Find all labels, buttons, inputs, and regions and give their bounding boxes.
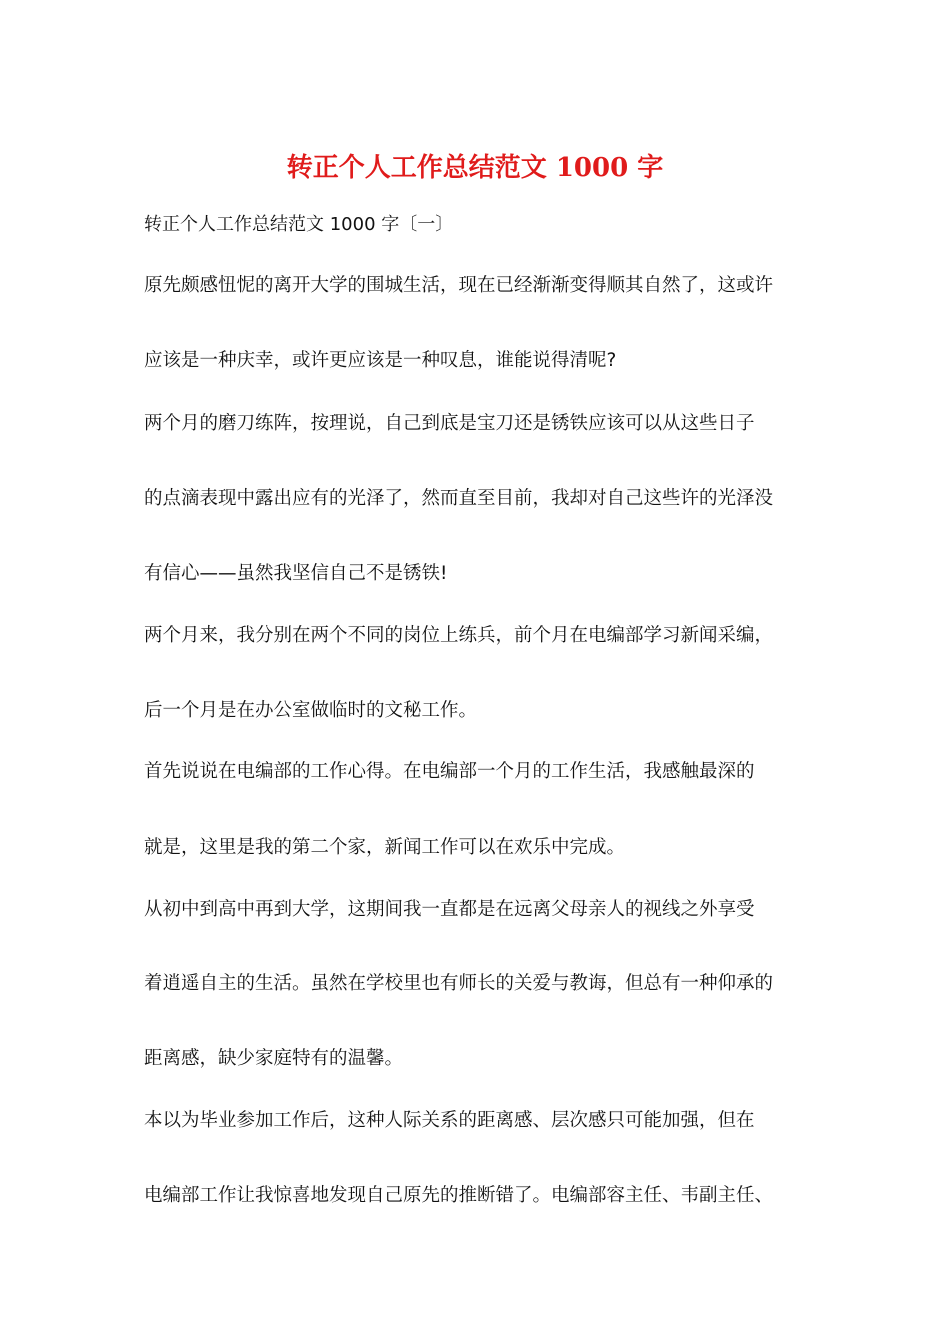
body-line: 两个月来，我分别在两个不同的岗位上练兵，前个月在电编部学习新闻采编，: [144, 625, 774, 646]
section-heading: 转正个人工作总结范文 1000 字〔一〕: [144, 214, 454, 235]
body-line: 两个月的磨刀练阵，按理说，自己到底是宝刀还是锈铁应该可以从这些日子: [144, 413, 755, 434]
body-line: 后一个月是在办公室做临时的文秘工作。: [144, 700, 478, 721]
document-title: 转正个人工作总结范文 1000 字: [286, 153, 664, 183]
body-line: 距离感，缺少家庭特有的温馨。: [144, 1048, 404, 1069]
body-line: 电编部工作让我惊喜地发现自己原先的推断错了。电编部容主任、韦副主任、: [144, 1185, 774, 1206]
body-line: 本以为毕业参加工作后，这种人际关系的距离感、层次感只可能加强，但在: [144, 1110, 755, 1131]
body-line: 的点滴表现中露出应有的光泽了，然而直至目前，我却对自己这些许的光泽没: [144, 488, 774, 509]
body-line: 原先颇感忸怩的离开大学的围城生活，现在已经渐渐变得顺其自然了，这或许: [144, 275, 774, 296]
body-line: 首先说说在电编部的工作心得。在电编部一个月的工作生活，我感触最深的: [144, 761, 755, 782]
body-line: 着逍遥自主的生活。虽然在学校里也有师长的关爱与教诲，但总有一种仰承的: [144, 973, 774, 994]
body-line: 有信心——虽然我坚信自己不是锈铁!: [144, 563, 448, 584]
body-line: 就是，这里是我的第二个家，新闻工作可以在欢乐中完成。: [144, 837, 626, 858]
body-line: 从初中到高中再到大学，这期间我一直都是在远离父母亲人的视线之外享受: [144, 899, 755, 920]
body-line: 应该是一种庆幸，或许更应该是一种叹息，谁能说得清呢?: [144, 350, 617, 371]
